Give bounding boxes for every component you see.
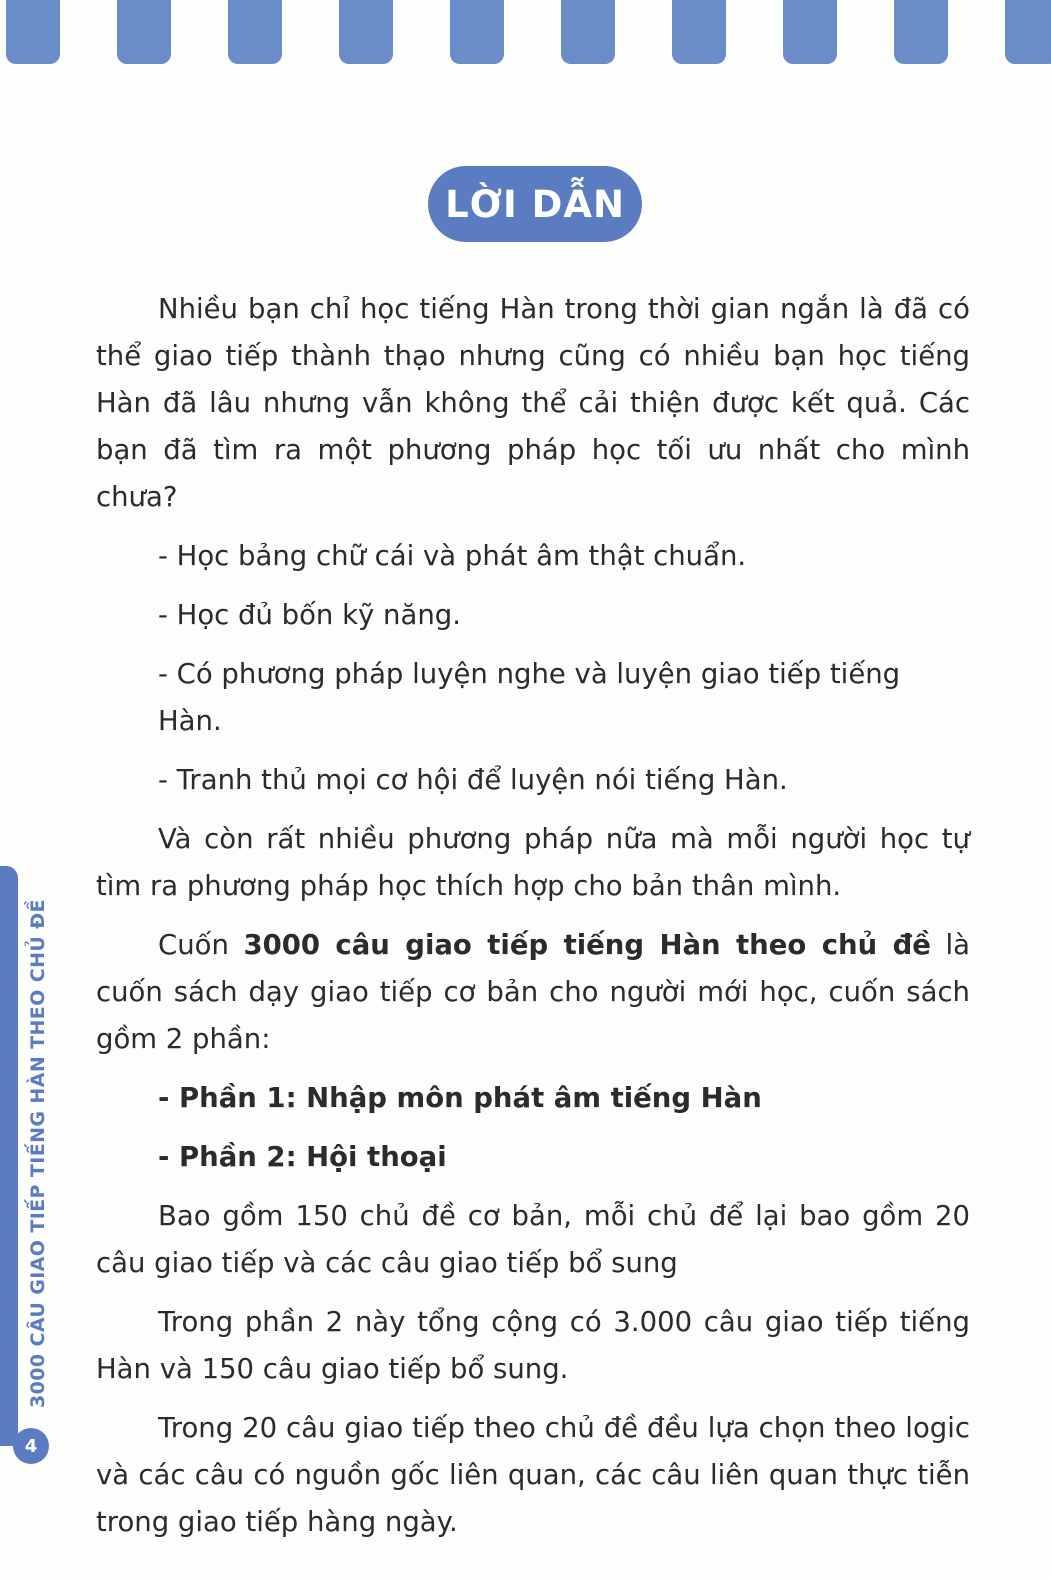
page-title: LỜI DẪN <box>428 166 642 242</box>
binding-tab <box>228 0 282 64</box>
side-accent-bar <box>0 866 18 1446</box>
body-text <box>96 286 970 1558</box>
book-intro-prefix: Cuốn <box>158 929 244 961</box>
binding-tab <box>561 0 615 64</box>
binding-tab <box>894 0 948 64</box>
binding-tab <box>339 0 393 64</box>
binding-tab <box>6 0 60 64</box>
more-methods-paragraph: Và còn rất nhiều phương pháp nữa mà mỗi người học tự tìm ra phương pháp học thích hợp cho bản thân mình. <box>96 823 970 902</box>
page-number-badge: 4 <box>13 1428 49 1464</box>
binding-tab <box>1005 0 1051 64</box>
book-intro-suffix: là cuốn sách dạy giao tiếp cơ bản cho người mới học, cuốn sách gồm 2 phần: <box>96 929 970 1055</box>
binding-tab <box>450 0 504 64</box>
tip-item: - Có phương pháp luyện nghe và luyện giao tiếp tiếng Hàn. <box>158 658 901 737</box>
tip-item: - Học đủ bốn kỹ năng. <box>158 599 461 631</box>
logic-paragraph: Trong 20 câu giao tiếp theo chủ đề đều lựa chọn theo logic và các câu có nguồn gốc liên quan, các câu liên quan thực tiễn trong giao tiếp hàng ngày. <box>96 1412 970 1538</box>
tip-item: - Tranh thủ mọi cơ hội để luyện nói tiếng Hàn. <box>158 764 788 796</box>
part-item: - Phần 2: Hội thoại <box>158 1141 447 1173</box>
spiral-binding-strip <box>0 0 1051 70</box>
tip-item: - Học bảng chữ cái và phát âm thật chuẩn. <box>158 540 747 572</box>
intro-paragraph: Nhiều bạn chỉ học tiếng Hàn trong thời gian ngắn là đã có thể giao tiếp thành thạo nhưng cũng có nhiều bạn học tiếng Hàn đã lâu nhưng vẫn không thể cải thiện được kết quả. Các bạn đã tìm ra một phương pháp học tối ưu nhất cho mình chưa? <box>96 293 970 513</box>
book-title: 3000 câu giao tiếp tiếng Hàn theo chủ đề <box>243 929 931 961</box>
total-paragraph: Trong phần 2 này tổng cộng có 3.000 câu giao tiếp tiếng Hàn và 150 câu giao tiếp bổ sung. <box>96 1306 970 1385</box>
part-item: - Phần 1: Nhập môn phát âm tiếng Hàn <box>158 1082 762 1114</box>
running-book-title: 3000 CÂU GIAO TIẾP TIẾNG HÀN THEO CHỦ ĐỀ <box>27 899 49 1408</box>
binding-tab <box>117 0 171 64</box>
binding-tab <box>783 0 837 64</box>
book-intro-paragraph <box>96 922 970 1063</box>
binding-tab <box>672 0 726 64</box>
topics-paragraph: Bao gồm 150 chủ đề cơ bản, mỗi chủ để lại bao gồm 20 câu giao tiếp và các câu giao tiếp bổ sung <box>96 1200 970 1279</box>
